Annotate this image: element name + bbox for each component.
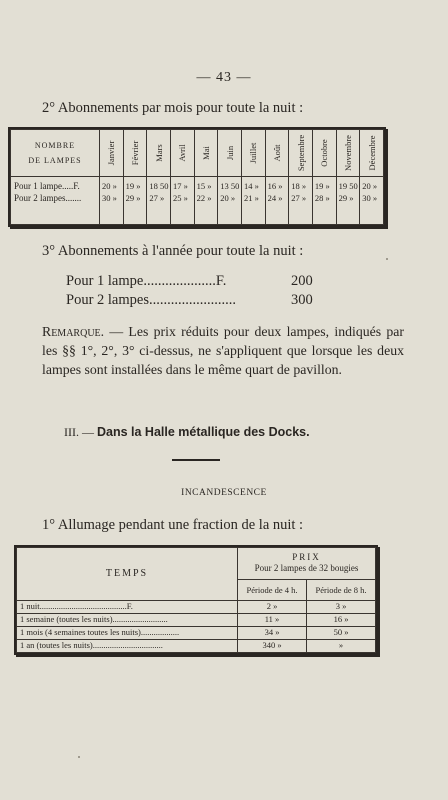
month-header: Décembre bbox=[360, 130, 384, 177]
yearly-price-line bbox=[66, 273, 313, 290]
table-row bbox=[11, 177, 384, 225]
subsection-title: INCANDESCENCE bbox=[181, 488, 267, 498]
month-header: Mai bbox=[194, 130, 218, 177]
prix-subtitle: Pour 2 lampes de 32 bougies bbox=[254, 563, 359, 574]
section-4-heading: 1° Allumage pendant une fraction de la nuit : bbox=[42, 517, 304, 533]
period-8h-header: Période de 8 h. bbox=[307, 579, 376, 600]
table-cell: 20 » 30 » bbox=[360, 177, 384, 225]
divider-rule bbox=[172, 459, 220, 461]
remark-lead: Remarque. bbox=[42, 324, 105, 339]
table-cell: 20 » 30 » bbox=[100, 177, 124, 225]
table-cell: 16 » 24 » bbox=[265, 177, 289, 225]
row-label: 1 an (toutes les nuits)................................. bbox=[17, 639, 238, 652]
table-cell: 19 » 28 » bbox=[312, 177, 336, 225]
table-cell: » bbox=[307, 639, 376, 652]
paper-speck bbox=[386, 258, 388, 260]
month-header: Octobre bbox=[312, 130, 336, 177]
table-cell: 2 » bbox=[238, 600, 307, 613]
table-row bbox=[17, 600, 376, 613]
yearly-price-label: Pour 2 lampes........................ bbox=[66, 292, 236, 308]
page-number: — 43 — bbox=[196, 70, 252, 85]
table-cell: 340 » bbox=[238, 639, 307, 652]
period-4h-header: Période de 4 h. bbox=[238, 579, 307, 600]
table-cell: 16 » bbox=[307, 613, 376, 626]
yearly-price-value: 200 bbox=[291, 273, 313, 289]
section-number: III. — bbox=[64, 425, 94, 439]
month-header: Février bbox=[123, 130, 147, 177]
month-header: Septembre bbox=[289, 130, 313, 177]
table-cell: 50 » bbox=[307, 626, 376, 639]
month-header: Mars bbox=[147, 130, 171, 177]
prix-header bbox=[238, 548, 376, 580]
prix-title: PRIX bbox=[292, 552, 321, 563]
row-label: 1 nuit.........................................F. bbox=[17, 600, 238, 613]
table-cell: 13 50 20 » bbox=[218, 177, 242, 225]
yearly-price-line bbox=[66, 292, 313, 309]
table-row bbox=[17, 613, 376, 626]
table-cell: 3 » bbox=[307, 600, 376, 613]
table-row bbox=[17, 639, 376, 652]
section-title-text: Dans la Halle métallique des Docks. bbox=[97, 425, 310, 439]
monthly-subscription-table bbox=[8, 127, 386, 227]
table-cell: 11 » bbox=[238, 613, 307, 626]
section-title bbox=[64, 425, 310, 440]
incandescence-price-table bbox=[14, 545, 378, 655]
section-3-heading: 3° Abonnements à l'année pour toute la nuit : bbox=[42, 243, 304, 259]
table-cell: 17 » 25 » bbox=[170, 177, 194, 225]
month-header: Novembre bbox=[336, 130, 360, 177]
section-2-heading: 2° Abonnements par mois pour toute la nuit : bbox=[42, 100, 304, 116]
yearly-price-value: 300 bbox=[291, 292, 313, 308]
month-header: Juin bbox=[218, 130, 242, 177]
table-cell: 18 » 27 » bbox=[289, 177, 313, 225]
temps-header: TEMPS bbox=[17, 548, 238, 601]
table-cell: 19 50 29 » bbox=[336, 177, 360, 225]
month-header: Juillet bbox=[241, 130, 265, 177]
table-cell: 34 » bbox=[238, 626, 307, 639]
table-cell: 19 » 29 » bbox=[123, 177, 147, 225]
table-row bbox=[17, 626, 376, 639]
paper-speck bbox=[78, 756, 80, 758]
month-header: Août bbox=[265, 130, 289, 177]
month-header: Avril bbox=[170, 130, 194, 177]
row-label: 1 mois (4 semaines toutes les nuits).................. bbox=[17, 626, 238, 639]
corner-line-2: DE LAMPES bbox=[28, 156, 82, 165]
corner-line-1: NOMBRE bbox=[34, 140, 76, 150]
table-cell: 15 » 22 » bbox=[194, 177, 218, 225]
row-label-1-lamp: Pour 1 lampe.....F. Pour 2 lampes....... bbox=[11, 177, 100, 225]
remark-paragraph bbox=[42, 322, 404, 379]
remark-text: — Les prix réduits pour deux lampes, indiqués par les §§ 1°, 2°, 3° ci-dessus, ne s'appliquent que lorsque les deux lampes sont installées dans le même quart de pavillon. bbox=[42, 324, 404, 377]
table-cell: 14 » 21 » bbox=[241, 177, 265, 225]
row-label: 1 semaine (toutes les nuits).......................... bbox=[17, 613, 238, 626]
month-header: Janvier bbox=[100, 130, 124, 177]
table-corner-header bbox=[11, 130, 100, 177]
table-cell: 18 50 27 » bbox=[147, 177, 171, 225]
yearly-price-label: Pour 1 lampe....................F. bbox=[66, 273, 227, 289]
